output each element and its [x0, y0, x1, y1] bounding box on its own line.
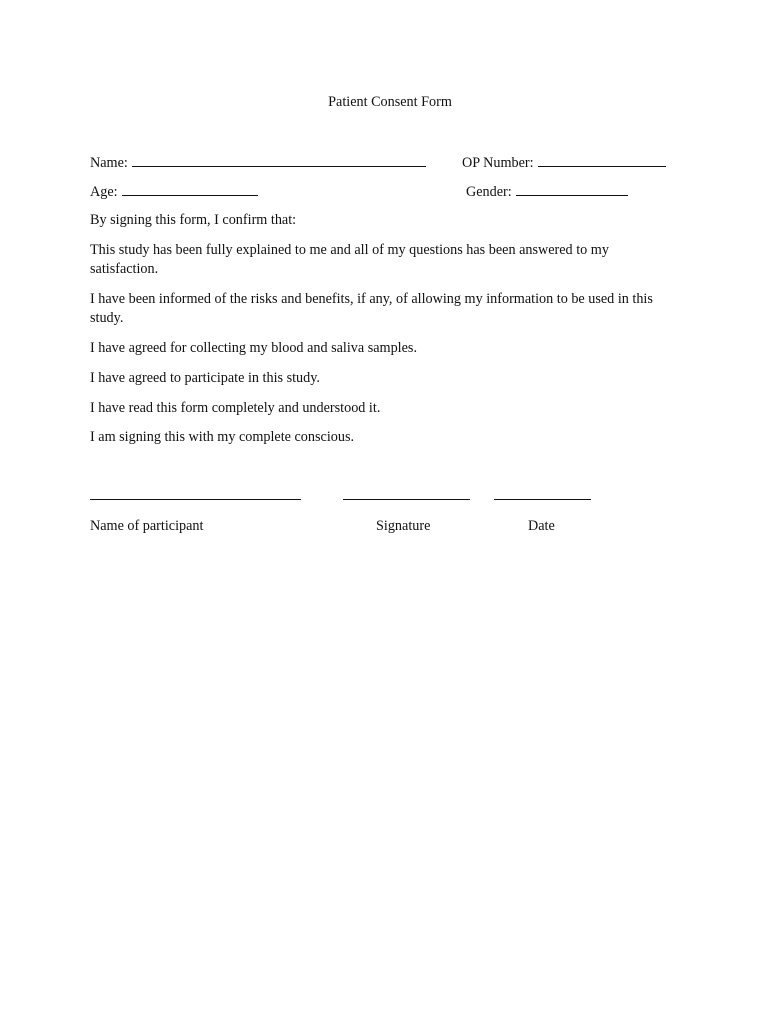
op-number-blank-line[interactable] — [538, 152, 666, 167]
gender-label: Gender: — [466, 184, 512, 200]
statement-item: This study has been fully explained to me and all of my questions has been answered to my satisfaction. — [90, 242, 609, 277]
name-field — [90, 152, 426, 173]
signature-label: Signature — [376, 518, 431, 534]
statement-item: I am signing this with my complete conscious. — [90, 429, 355, 445]
gender-field — [466, 181, 628, 202]
participant-name-blank-line[interactable] — [90, 499, 301, 500]
op-number-field — [462, 152, 666, 173]
statement-item: I have agreed for collecting my blood and saliva samples. — [90, 340, 417, 356]
statement-item: I have read this form completely and understood it. — [90, 400, 381, 416]
date-blank-line[interactable] — [494, 499, 591, 500]
age-label: Age: — [90, 184, 118, 200]
age-blank-line[interactable] — [122, 181, 258, 196]
gender-blank-line[interactable] — [516, 181, 628, 196]
name-blank-line[interactable] — [132, 152, 426, 167]
intro-text: By signing this form, I confirm that: — [90, 212, 297, 228]
participant-name-label: Name of participant — [90, 518, 204, 534]
statement-item: I have been informed of the risks and benefits, if any, of allowing my information to be used in this study. — [90, 291, 653, 326]
age-field — [90, 181, 258, 202]
date-label: Date — [528, 518, 555, 534]
statement-item: I have agreed to participate in this study. — [90, 370, 320, 386]
name-label: Name: — [90, 155, 128, 171]
op-number-label: OP Number: — [462, 155, 534, 171]
signature-blank-line[interactable] — [343, 499, 470, 500]
page-title: Patient Consent Form — [328, 94, 452, 110]
